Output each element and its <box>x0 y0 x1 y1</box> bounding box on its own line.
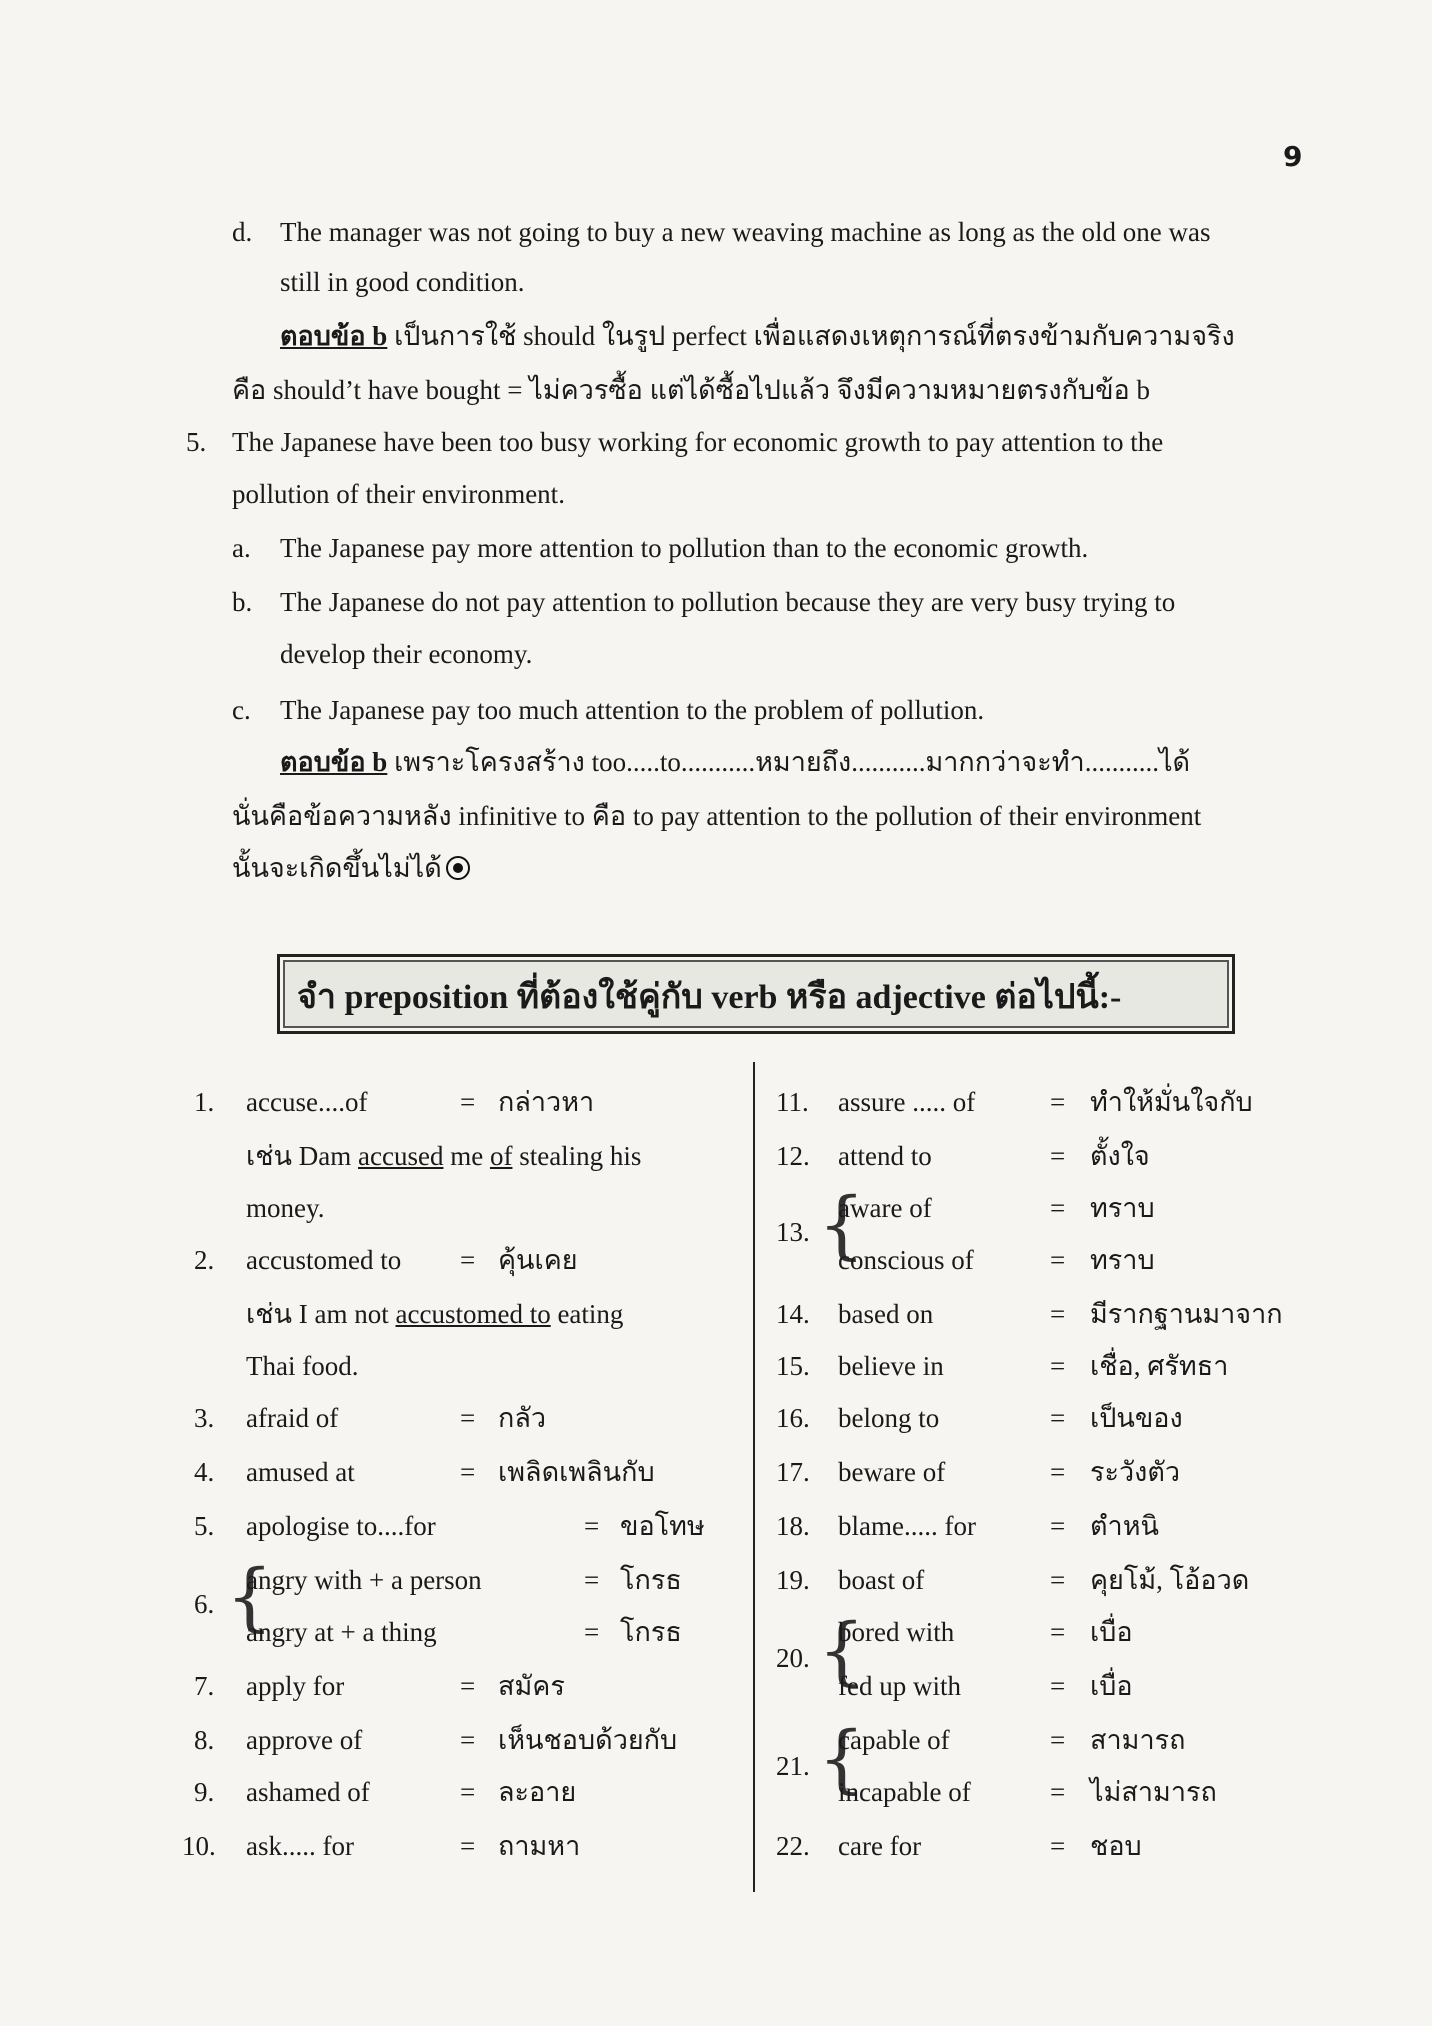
answer-1-explanation: เป็นการใช้ should ในรูป perfect เพื่อแสดงเหตุการณ์ที่ตรงข้ามกับความจริง <box>394 321 1235 351</box>
item-equals: = <box>1050 1457 1066 1487</box>
item-meaning: โกรธ <box>620 1565 682 1595</box>
item-term: angry at + a thing <box>246 1617 437 1647</box>
item-equals: = <box>1050 1245 1066 1275</box>
item-equals: = <box>460 1831 476 1861</box>
item-term: based on <box>838 1299 934 1329</box>
item-equals: = <box>1050 1299 1066 1329</box>
item-term: accustomed to <box>246 1245 402 1275</box>
item-term: conscious of <box>838 1245 974 1275</box>
item-number: 16. <box>776 1403 810 1433</box>
item-equals: = <box>460 1403 476 1433</box>
item-meaning: โกรธ <box>620 1617 682 1647</box>
item-number: 14. <box>776 1299 810 1329</box>
item-term: amused at <box>246 1457 355 1487</box>
example-text-a: เช่น I am not <box>246 1299 396 1329</box>
item-number: 11. <box>776 1087 809 1117</box>
choice-c-text: The Japanese pay too much attention to the problem of pollution. <box>280 695 985 725</box>
item-term: boast of <box>838 1565 925 1595</box>
item-number: 9. <box>194 1777 215 1807</box>
item-number: 2. <box>194 1245 215 1275</box>
item-equals: = <box>460 1245 476 1275</box>
item-term: afraid of <box>246 1403 339 1433</box>
list-item <box>0 1294 1432 1334</box>
item-term: ask..... for <box>246 1831 354 1861</box>
choice-c-label: c. <box>232 695 251 725</box>
item-meaning: ทำให้มั่นใจกับ <box>1090 1087 1253 1117</box>
item-number: 22. <box>776 1831 810 1861</box>
item-number: 4. <box>194 1457 215 1487</box>
item-number: 6. <box>194 1589 215 1619</box>
item-equals: = <box>1050 1511 1066 1541</box>
item-number: 15. <box>776 1351 810 1381</box>
item-equals: = <box>460 1725 476 1755</box>
item-meaning: ไม่สามารถ <box>1090 1777 1217 1807</box>
item-equals: = <box>584 1617 600 1647</box>
item-number: 1. <box>194 1087 215 1117</box>
item-meaning: ละอาย <box>498 1777 577 1807</box>
item-meaning: คุยโม้, โอ้อวด <box>1090 1565 1250 1595</box>
item-equals: = <box>584 1511 600 1541</box>
item-meaning: คุ้นเคย <box>498 1245 578 1275</box>
item-term: blame..... for <box>838 1511 976 1541</box>
list-item <box>0 1136 1432 1176</box>
question-5-number: 5. <box>186 427 207 457</box>
answer-2-line3-text: นั้นจะเกิดขึ้นไม่ได้ <box>232 853 442 883</box>
item-meaning: ระวังตัว <box>1090 1457 1181 1487</box>
item-term: incapable of <box>838 1777 971 1807</box>
item-meaning: มีรากฐานมาจาก <box>1090 1299 1283 1329</box>
item-equals: = <box>1050 1565 1066 1595</box>
item-equals: = <box>460 1457 476 1487</box>
question-5-line1: The Japanese have been too busy working for economic growth to pay attention to the <box>232 427 1164 457</box>
example-text: Thai food. <box>246 1351 359 1381</box>
item-term: aware of <box>838 1193 932 1223</box>
item-term: approve of <box>246 1725 363 1755</box>
item-number: 10. <box>182 1831 216 1861</box>
item-meaning: เบื่อ <box>1090 1617 1133 1647</box>
item-equals: = <box>1050 1617 1066 1647</box>
list-item <box>0 1826 1432 1866</box>
item-term: believe in <box>838 1351 944 1381</box>
answer-1-line2: คือ should’t have bought = ไม่ควรซื้อ แต่ได้ซื้อไปแล้ว จึงมีความหมายตรงกับข้อ b <box>232 375 1150 405</box>
brace-icon: { <box>226 1554 274 1640</box>
example-underlined-prep: of <box>489 1141 513 1171</box>
item-equals: = <box>1050 1671 1066 1701</box>
answer-2-line1 <box>280 744 1190 780</box>
example-text-c: eating <box>550 1299 624 1329</box>
item-equals: = <box>1050 1777 1066 1807</box>
item-number: 13. <box>776 1217 810 1247</box>
item-meaning: ทราบ <box>1090 1245 1155 1275</box>
list-item <box>0 1560 1432 1600</box>
choice-b-label: b. <box>232 587 253 617</box>
item-term: apply for <box>246 1671 345 1701</box>
item-meaning: ตั้งใจ <box>1090 1141 1150 1171</box>
item-meaning: เห็นชอบด้วยกับ <box>498 1725 678 1755</box>
item-meaning: ชอบ <box>1090 1831 1142 1861</box>
page-number: 9 <box>1283 140 1303 173</box>
section-banner <box>277 954 1235 1034</box>
item-term: assure ..... of <box>838 1087 976 1117</box>
item-d-text-line2: still in good condition. <box>280 267 525 297</box>
brace-icon: { <box>818 1608 866 1694</box>
example-text: money. <box>246 1193 325 1223</box>
answer-2-line2: นั่นคือข้อความหลัง infinitive to คือ to pay attention to the pollution of their environment <box>232 801 1202 831</box>
item-number: 18. <box>776 1511 810 1541</box>
item-meaning: เพลิดเพลินกับ <box>498 1457 655 1487</box>
example-text-a: เช่น Dam <box>246 1141 358 1171</box>
choice-b-line1: The Japanese do not pay attention to pollution because they are very busy trying to <box>280 587 1176 617</box>
item-equals: = <box>1050 1725 1066 1755</box>
item-meaning: ตำหนิ <box>1090 1511 1159 1541</box>
item-meaning: กลัว <box>498 1403 547 1433</box>
item-number: 8. <box>194 1725 215 1755</box>
item-equals: = <box>1050 1141 1066 1171</box>
answer-2-line3 <box>232 850 470 886</box>
item-equals: = <box>460 1087 476 1117</box>
list-item <box>0 1188 1432 1228</box>
item-term: accuse....of <box>246 1087 368 1117</box>
item-term: apologise to....for <box>246 1511 436 1541</box>
item-number: 7. <box>194 1671 215 1701</box>
item-d-label: d. <box>232 217 253 247</box>
item-equals: = <box>1050 1403 1066 1433</box>
item-term: bored with <box>838 1617 955 1647</box>
list-item <box>0 1666 1432 1706</box>
item-equals: = <box>1050 1831 1066 1861</box>
list-item <box>0 1240 1432 1280</box>
item-meaning: เชื่อ, ศรัทธา <box>1090 1351 1229 1381</box>
item-term: capable of <box>838 1725 950 1755</box>
item-d-text-line1: The manager was not going to buy a new weaving machine as long as the old one was <box>280 217 1211 247</box>
item-number: 21. <box>776 1751 810 1781</box>
item-meaning: สมัคร <box>498 1671 565 1701</box>
answer-2-explanation: เพราะโครงสร้าง too.....to...........หมายถึง...........มากกว่าจะทำ...........ได้ <box>394 747 1191 777</box>
choice-a-label: a. <box>232 533 251 563</box>
item-meaning: กล่าวหา <box>498 1087 595 1117</box>
item-meaning: ทราบ <box>1090 1193 1155 1223</box>
item-equals: = <box>1050 1193 1066 1223</box>
item-number: 5. <box>194 1511 215 1541</box>
list-item <box>0 1720 1432 1760</box>
item-meaning: เป็นของ <box>1090 1403 1183 1433</box>
list-item <box>0 1346 1432 1386</box>
choice-a-text: The Japanese pay more attention to pollution than to the economic growth. <box>280 533 1089 563</box>
item-equals: = <box>584 1565 600 1595</box>
item-equals: = <box>460 1777 476 1807</box>
item-term: care for <box>838 1831 922 1861</box>
item-equals: = <box>1050 1087 1066 1117</box>
item-term: beware of <box>838 1457 946 1487</box>
example-text-e: stealing his <box>512 1141 642 1171</box>
answer-2-label: ตอบข้อ b <box>280 747 388 777</box>
item-term: fed up with <box>838 1671 961 1701</box>
banner-title: จำ preposition ที่ต้องใช้คู่กับ verb หรือ adjective ต่อไปนี้:- <box>297 979 1122 1016</box>
item-number: 3. <box>194 1403 215 1433</box>
item-equals: = <box>1050 1351 1066 1381</box>
example-text-c: me <box>443 1141 490 1171</box>
item-number: 12. <box>776 1141 810 1171</box>
list-item <box>0 1398 1432 1438</box>
question-5-line2: pollution of their environment. <box>232 479 565 509</box>
choice-b-line2: develop their economy. <box>280 639 533 669</box>
end-mark-icon <box>446 856 470 880</box>
item-meaning: ขอโทษ <box>620 1511 705 1541</box>
item-term: ashamed of <box>246 1777 370 1807</box>
list-item <box>0 1452 1432 1492</box>
item-number: 19. <box>776 1565 810 1595</box>
item-meaning: เบื่อ <box>1090 1671 1133 1701</box>
answer-1-label: ตอบข้อ b <box>280 321 388 351</box>
brace-icon: { <box>818 1182 866 1268</box>
list-item <box>0 1082 1432 1122</box>
item-equals: = <box>460 1671 476 1701</box>
item-number: 17. <box>776 1457 810 1487</box>
item-term: angry with + a person <box>246 1565 482 1595</box>
answer-1-line1 <box>280 318 1235 354</box>
list-item <box>0 1612 1432 1652</box>
list-item <box>0 1772 1432 1812</box>
item-meaning: ถามหา <box>498 1831 581 1861</box>
example-underlined-verb: accused <box>358 1141 444 1171</box>
item-term: attend to <box>838 1141 932 1171</box>
brace-icon: { <box>818 1716 866 1802</box>
list-item <box>0 1506 1432 1546</box>
item-meaning: สามารถ <box>1090 1725 1186 1755</box>
example-underlined-phrase: accustomed to <box>395 1299 551 1329</box>
item-term: belong to <box>838 1403 940 1433</box>
item-number: 20. <box>776 1643 810 1673</box>
